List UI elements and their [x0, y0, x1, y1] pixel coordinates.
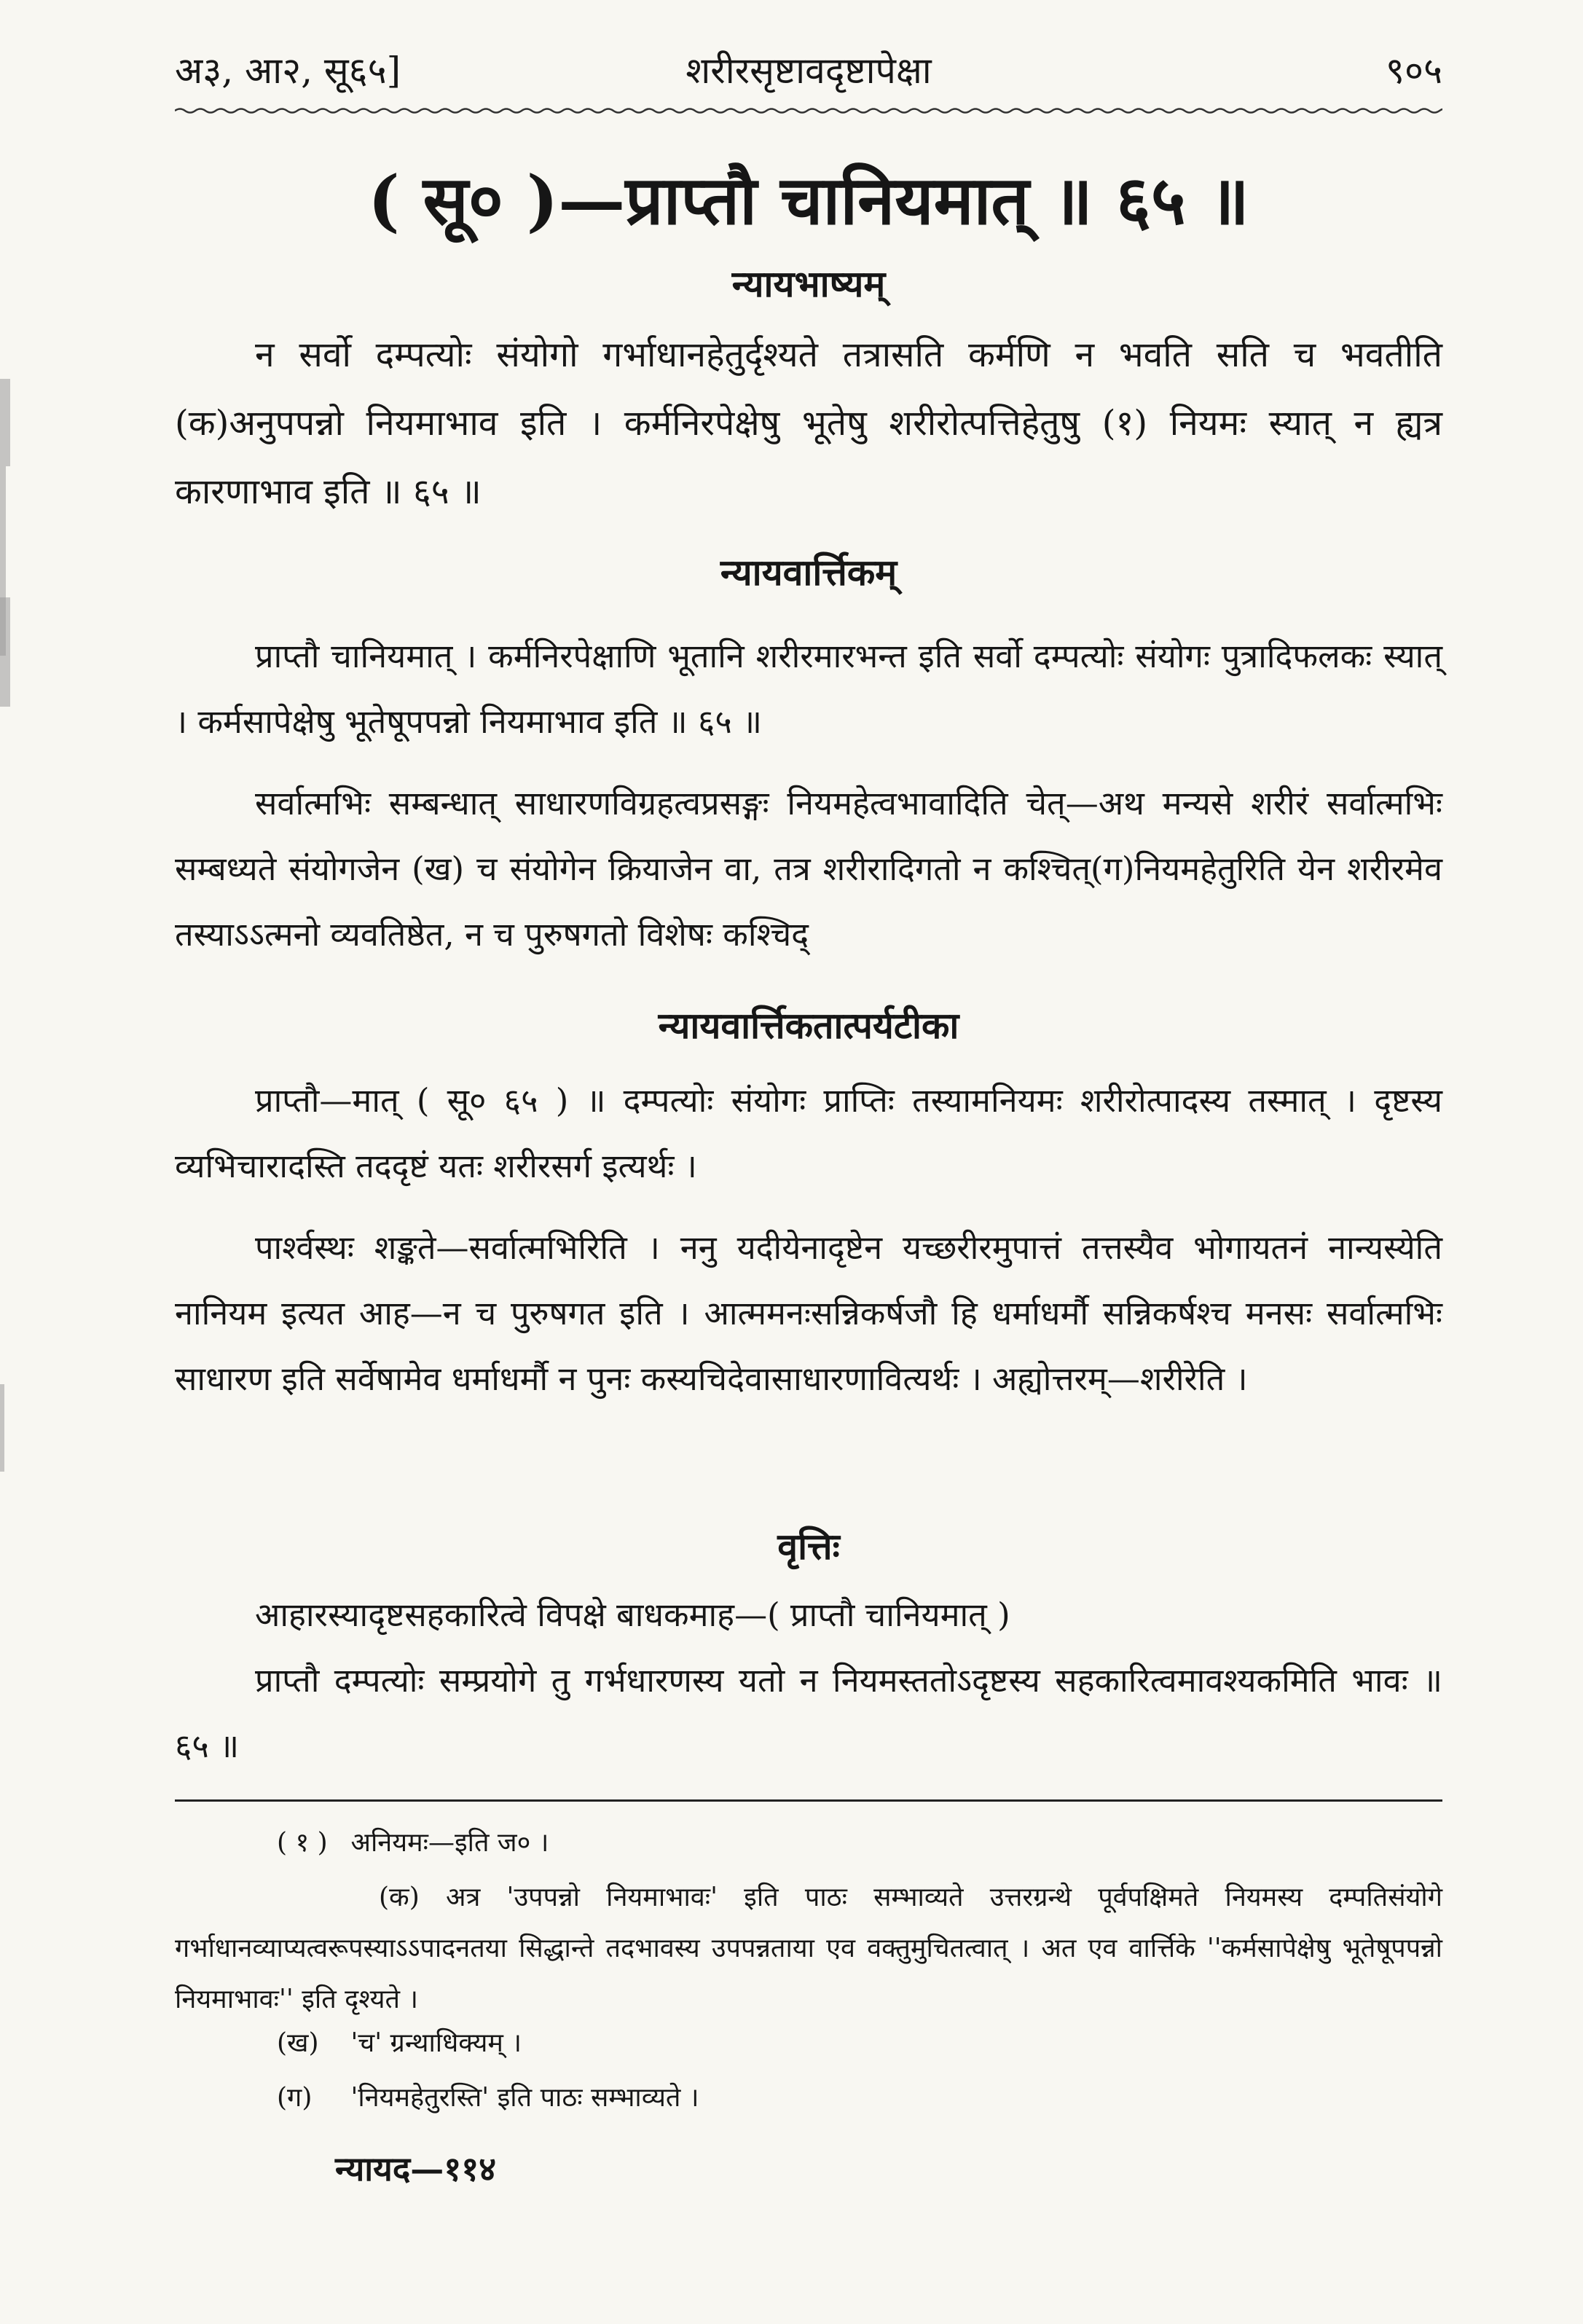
- header-wavy-rule: [175, 103, 1442, 118]
- footnote-mark: (ख): [277, 2028, 319, 2058]
- vartika-paragraph-1: प्राप्तौ चानियमात् । कर्मनिरपेक्षाणि भूतानि शरीरमारभन्त इति सर्वो दम्पत्योः संयोगः पुत्रादिफलकः स्यात् । कर्मसापेक्षेषु भूतेषूपपन्नो नियमाभाव इति ॥ ६५ ॥: [175, 637, 1442, 741]
- scan-edge-mark: [0, 1384, 4, 1472]
- tika-paragraph-1: प्राप्तौ—मात् ( सू० ६५ ) ॥ दम्पत्योः संयोगः प्राप्तिः तस्यामनियमः शरीरोत्पादस्य तस्मात् । दृष्टस्य व्यभिचारादस्ति तददृष्टं यतः शरीरसर्ग इत्यर्थः ।: [175, 1081, 1442, 1185]
- footnote-mark: ( १ ): [277, 1828, 328, 1858]
- footnote-mark: (क): [379, 1883, 420, 1912]
- header-title: शरीरसृष्टावदृष्टापेक्षा: [686, 50, 932, 92]
- section-heading-vritti: वृत्तिः: [777, 1525, 840, 1568]
- page-number: ९०५: [1386, 50, 1442, 92]
- vartika-paragraph-2: सर्वात्मभिः सम्बन्धात् साधारणविग्रहत्वप्रसङ्गः नियमहेत्वभावादिति चेत्—अथ मन्यसे शरीरं सर्वात्मभिः सम्बध्यते संयोगजेन (ख) च संयोगेन क्रियाजेन वा, तत्र शरीरादिगतो न कश्चित्(ग)नियमहेतुरिति येन शरीरमेव तस्याऽऽत्मनो व्यवतिष्ठेत, न च पुरुषगतो विशेषः कश्चिद्: [175, 784, 1442, 954]
- sutra-title: ( सू० )—प्राप्तौ चानियमात् ॥ ६५ ॥: [368, 161, 1249, 240]
- footnote-text: अत्र 'उपपन्नो नियमाभावः' इति पाठः सम्भाव्यते उत्तरग्रन्थे पूर्वपक्षिमते नियमस्य दम्पतिसंयोगे गर्भाधानव्याप्यत्वरूपस्याऽऽपादनतया सिद्धान्ते तदभावस्य उपपन्नताया एव वक्तुमुचितत्वात् । अत एव वार्त्तिके ''कर्मसापेक्षेषु भूतेषूपपन्नो नियमाभावः'' इति दृश्यते ।: [175, 1883, 1443, 2014]
- footnote-text: 'च' ग्रन्थाधिक्यम् ।: [350, 2028, 522, 2058]
- header-reference: अ३, आ२, सू६५]: [175, 50, 401, 92]
- section-heading-bhashya: न्यायभाष्यम्: [731, 262, 886, 305]
- scan-edge-mark: [0, 379, 10, 466]
- vritti-paragraph-2: प्राप्तौ दम्पत्योः सम्प्रयोगे तु गर्भधारणस्य यतो न नियमस्ततोऽदृष्टस्य सहकारित्वमावश्यकमिति भावः ॥ ६५ ॥: [175, 1661, 1442, 1765]
- footnote-ga: [277, 2073, 1442, 2124]
- scan-edge-mark: [0, 597, 10, 707]
- section-heading-vartika: न्यायवार्त्तिकम्: [720, 551, 897, 594]
- running-header: [175, 38, 1442, 103]
- footnote-text: अनियमः—इति ज० ।: [350, 1828, 549, 1858]
- section-heading-tika: न्यायवार्त्तिकतात्पर्यटीका: [658, 1004, 959, 1047]
- footnote-text: 'नियमहेतुरस्ति' इति पाठः सम्भाव्यते ।: [350, 2083, 699, 2113]
- footnote-mark: (ग): [277, 2083, 313, 2113]
- footnote-separator: [175, 1799, 1442, 1802]
- vritti-paragraph-1: आहारस्यादृष्टसहकारित्वे विपक्षे बाधकमाह—( प्राप्तौ चानियमात् ): [255, 1595, 1010, 1634]
- footnote-1: [277, 1818, 1442, 1869]
- footnote-kha: [277, 2018, 1442, 2069]
- footnote-ka: [175, 1872, 1442, 2025]
- printer-signature-mark: न्यायद—११४: [335, 2149, 497, 2188]
- tika-paragraph-2: पार्श्वस्थः शङ्कते—सर्वात्मभिरिति । ननु यदीयेनादृष्टेन यच्छरीरमुपात्तं तत्तस्यैव भोगायतनं नान्यस्येति नानियम इत्यत आह—न च पुरुषगत इति । आत्ममनःसन्निकर्षजौ हि धर्माधर्मौ सन्निकर्षश्च मनसः सर्वात्मभिः साधारण इति सर्वेषामेव धर्माधर्मौ न पुनः कस्यचिदेवासाधारणावित्यर्थः । अह्योत्तरम्—शरीरेति ।: [175, 1228, 1442, 1398]
- bhashya-text: न सर्वो दम्पत्योः संयोगो गर्भाधानहेतुर्दृश्यते तत्रासति कर्मणि न भवति सति च भवतीति (क)अनुपपन्नो नियमाभाव इति । कर्मनिरपेक्षेषु भूतेषु शरीरोत्पत्तिहेतुषु (१) नियमः स्यात् न ह्यत्र कारणाभाव इति ॥ ६५ ॥: [175, 334, 1442, 512]
